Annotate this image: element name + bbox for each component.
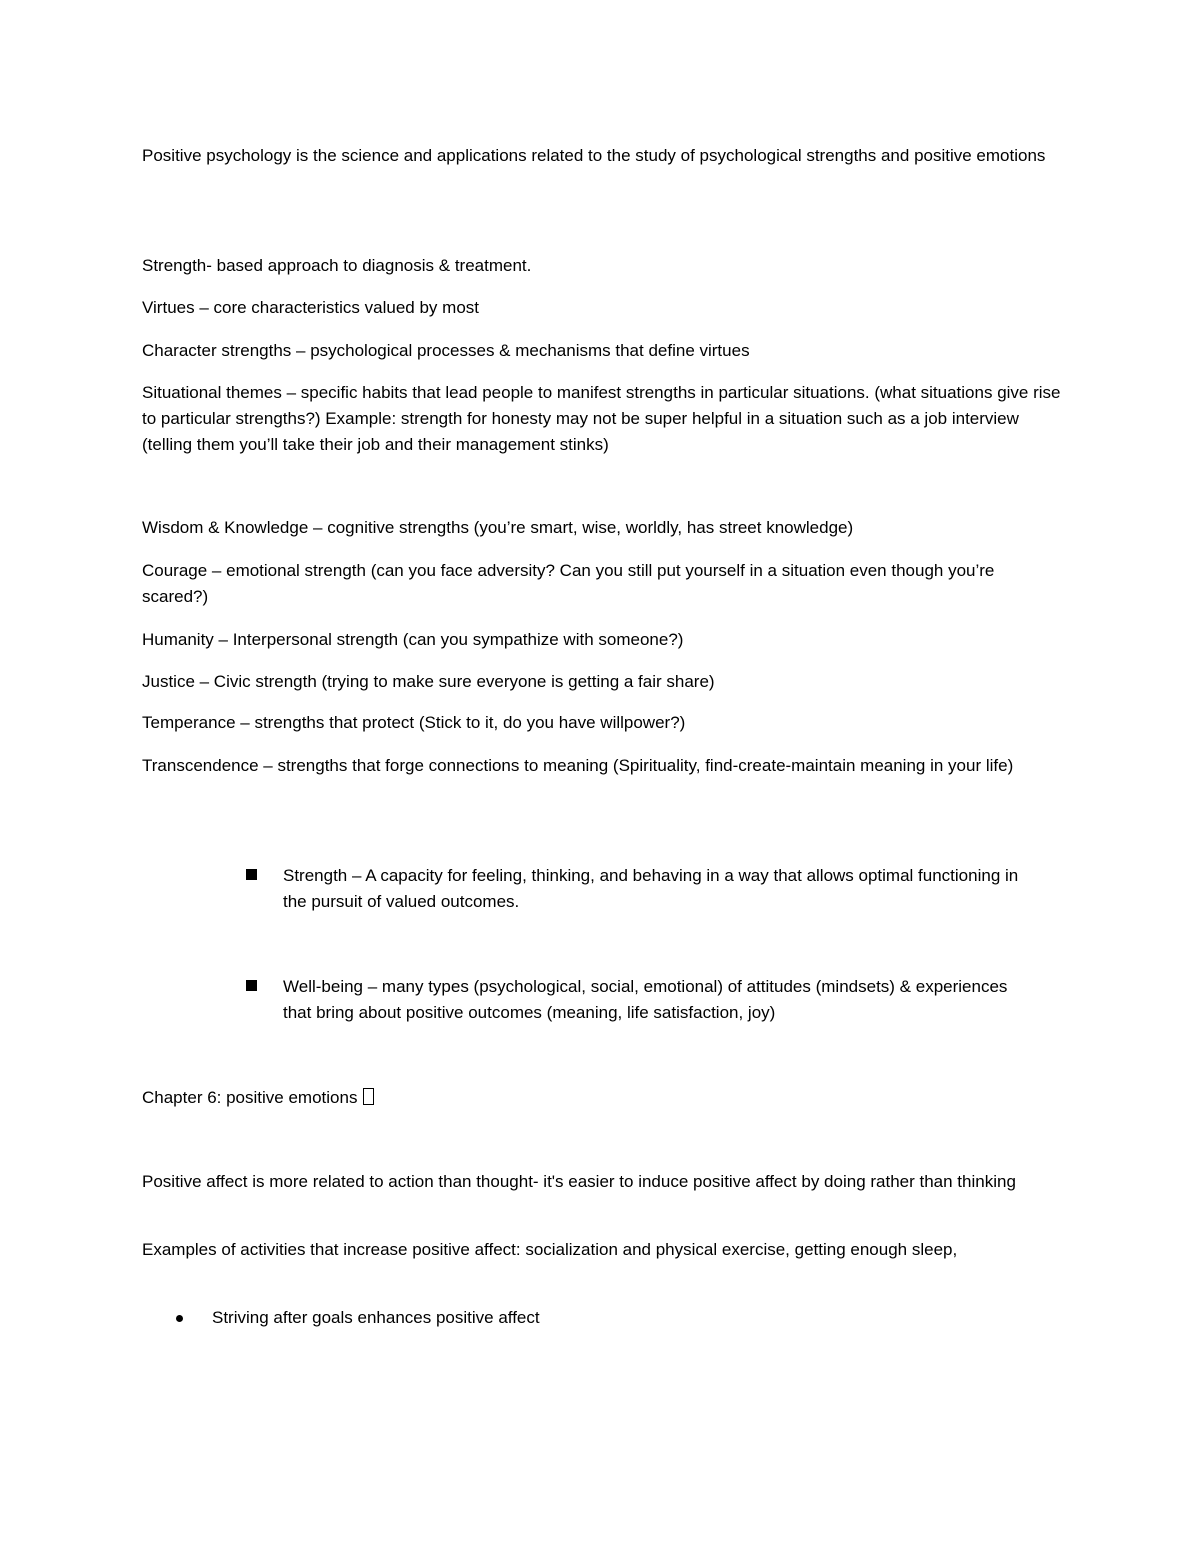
paragraph-humanity: Humanity – Interpersonal strength (can you sympathize with someone?)	[142, 630, 684, 649]
paragraph-activities-examples: Examples of activities that increase positive affect: socialization and physical exercise, getting enough sleep,	[142, 1240, 958, 1259]
paragraph-wisdom-knowledge: Wisdom & Knowledge – cognitive strengths (you’re smart, wise, worldly, has street knowledge)	[142, 518, 854, 537]
list-item-text: Well-being – many types (psychological, social, emotional) of attitudes (mindsets) & experiences that bring about positive outcomes (meaning, life satisfaction, joy)	[283, 977, 1008, 1022]
list-item	[174, 1305, 874, 1333]
paragraph-positive-psychology-definition: Positive psychology is the science and applications related to the study of psychological strengths and positive emotions	[142, 146, 1046, 165]
round-bullet-icon	[176, 1315, 183, 1322]
list-item-text: Striving after goals enhances positive affect	[212, 1308, 540, 1327]
list-item	[246, 974, 1036, 1030]
paragraph-temperance: Temperance – strengths that protect (Stick to it, do you have willpower?)	[142, 713, 686, 732]
chapter-heading-text: Chapter 6: positive emotions	[142, 1088, 358, 1107]
square-bullet-icon	[246, 980, 257, 991]
paragraph-courage: Courage – emotional strength (can you face adversity? Can you still put yourself in a situation even though you’re scared?)	[142, 561, 995, 606]
missing-glyph-box-icon	[363, 1088, 374, 1105]
paragraph-strength-based-approach: Strength- based approach to diagnosis & treatment.	[142, 256, 532, 275]
square-bullet-icon	[246, 869, 257, 880]
paragraph-positive-affect-action: Positive affect is more related to action than thought- it's easier to induce positive affect by doing rather than thinking	[142, 1172, 1016, 1191]
paragraph-justice: Justice – Civic strength (trying to make sure everyone is getting a fair share)	[142, 672, 715, 691]
list-item-text: Strength – A capacity for feeling, thinking, and behaving in a way that allows optimal functioning in the pursuit of valued outcomes.	[283, 866, 1019, 911]
paragraph-transcendence: Transcendence – strengths that forge connections to meaning (Spirituality, find-create-maintain meaning in your life)	[142, 756, 1014, 775]
paragraph-character-strengths: Character strengths – psychological processes & mechanisms that define virtues	[142, 341, 750, 360]
paragraph-virtues: Virtues – core characteristics valued by most	[142, 298, 479, 317]
chapter-heading	[142, 1085, 1062, 1111]
paragraph-situational-themes: Situational themes – specific habits that lead people to manifest strengths in particular situations. (what situations give rise to particular strengths?) Example: strength for honesty may not be super helpful in a situation such as a job interview (telling them you’ll take their job and their management stinks)	[142, 383, 1061, 454]
list-item	[246, 863, 1036, 919]
